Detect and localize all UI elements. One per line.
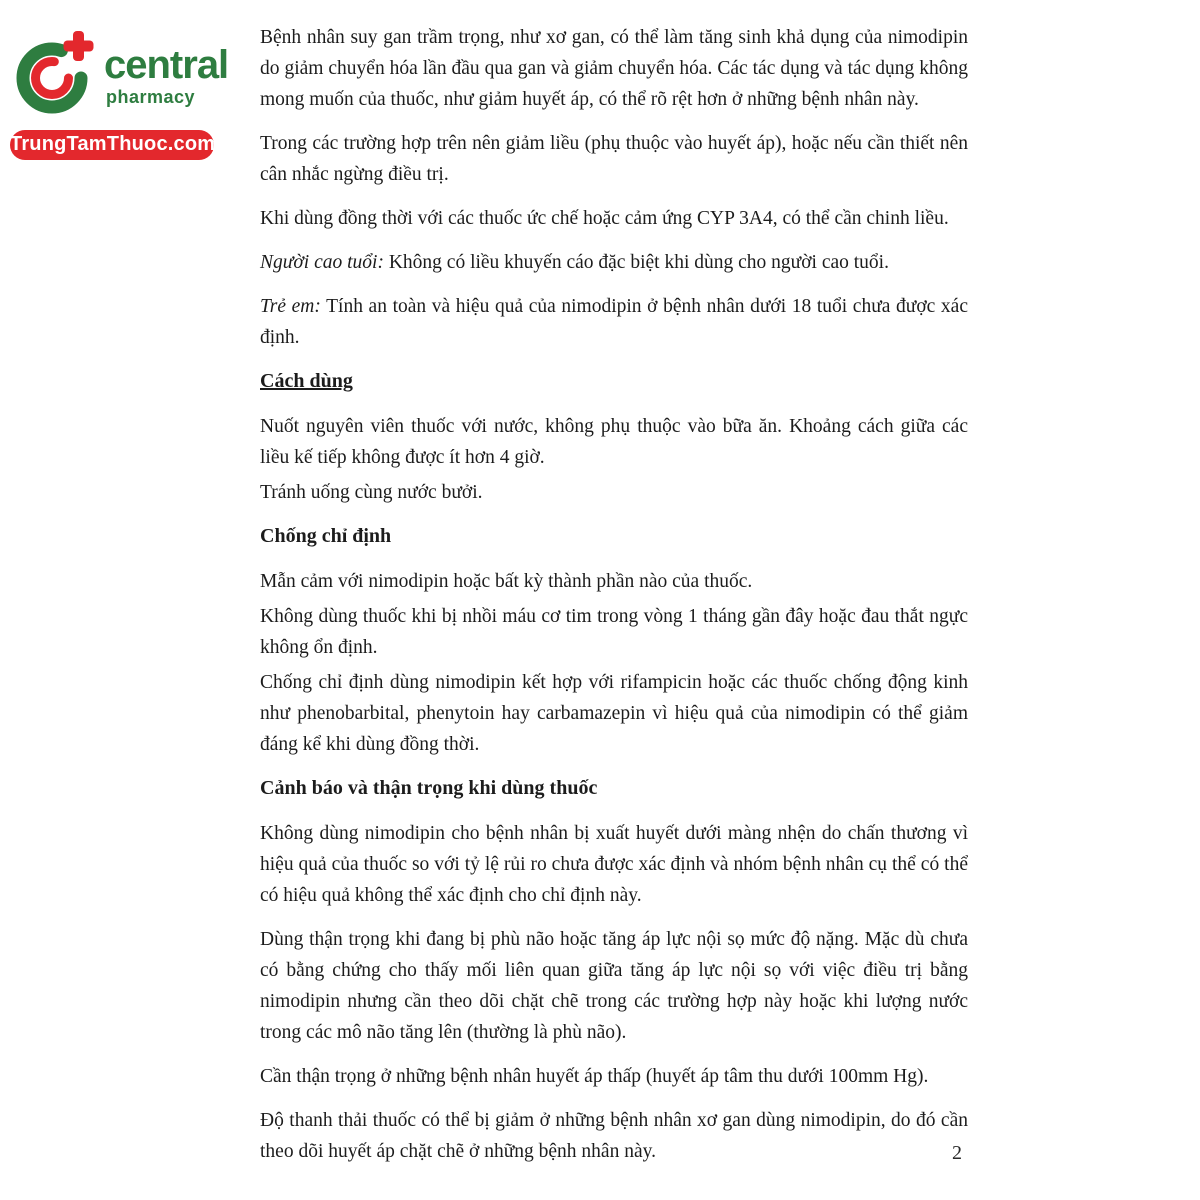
section-heading-canh-bao: Cảnh báo và thận trọng khi dùng thuốc <box>260 777 598 799</box>
central-pharmacy-logo <box>10 30 229 160</box>
logo-brand-text: central <box>104 43 229 87</box>
paragraph-children-text: Tính an toàn và hiệu quả của nimodipin ở bệnh nhân dưới 18 tuổi chưa được xác định. <box>260 296 968 348</box>
paragraph-children <box>260 291 968 353</box>
paragraph-cirrhosis-clearance: Độ thanh thải thuốc có thể bị giảm ở những bệnh nhân xơ gan dùng nimodipin, do đó cần theo dõi huyết áp chặt chẽ ở những bệnh nhân này. <box>260 1110 968 1162</box>
paragraph-elderly-text: Không có liều khuyến cáo đặc biệt khi dùng cho người cao tuổi. <box>383 252 889 273</box>
paragraph-rifampicin-combination: Chống chỉ định dùng nimodipin kết hợp với rifampicin hoặc các thuốc chống động kinh như phenobarbital, phenytoin hay carbamazepin vì hiệu quả của nimodipin có thể giảm đáng kể khi dùng đồng thời. <box>260 672 968 755</box>
paragraph-administration: Nuốt nguyên viên thuốc với nước, không phụ thuộc vào bữa ăn. Khoảng cách giữa các liều kế tiếp không được ít hơn 4 giờ. <box>260 416 968 468</box>
logo-site-banner: TrungTamThuoc.com <box>10 130 214 160</box>
c-ring-plus-icon <box>10 30 98 121</box>
paragraph-myocardial-infarction: Không dùng thuốc khi bị nhồi máu cơ tim trong vòng 1 tháng gần đây hoặc đau thắt ngực không ổn định. <box>260 606 968 658</box>
paragraph-cyp3a4: Khi dùng đồng thời với các thuốc ức chế hoặc cảm ứng CYP 3A4, có thể cần chinh liều. <box>260 208 949 229</box>
paragraph-hypersensitivity: Mẫn cảm với nimodipin hoặc bất kỳ thành phần nào của thuốc. <box>260 571 753 592</box>
paragraph-grapefruit: Tránh uống cùng nước bưởi. <box>260 482 483 503</box>
paragraph-dose-reduction: Trong các trường hợp trên nên giảm liều (phụ thuộc vào huyết áp), hoặc nếu cần thiết nên cân nhắc ngừng điều trị. <box>260 133 968 185</box>
paragraph-subarachnoid-hemorrhage: Không dùng nimodipin cho bệnh nhân bị xuất huyết dưới màng nhện do chấn thương vì hiệu quả của thuốc so với tỷ lệ rủi ro chưa được xác định và nhóm bệnh nhân cụ thể có thể có hiệu quả không thể xác định cho chỉ định này. <box>260 823 968 906</box>
logo-tagline-text: pharmacy <box>106 87 196 107</box>
paragraph-elderly <box>260 247 968 278</box>
paragraph-elderly-lead: Người cao tuổi: <box>260 252 384 273</box>
paragraph-cerebral-edema: Dùng thận trọng khi đang bị phù não hoặc tăng áp lực nội sọ mức độ nặng. Mặc dù chưa có bằng chứng cho thấy mối liên quan giữa tăng áp lực nội sọ với việc điều trị bằng nimodipin nhưng cần theo dõi chặt chẽ trong các trường hợp này hoặc khi lượng nước trong các mô não tăng lên (thường là phù não). <box>260 929 968 1043</box>
paragraph-hypotension: Cần thận trọng ở những bệnh nhân huyết áp thấp (huyết áp tâm thu dưới 100mm Hg). <box>260 1066 929 1087</box>
section-heading-chong-chi-dinh: Chống chỉ định <box>260 525 392 547</box>
document-body <box>260 22 968 1180</box>
page-number: 2 <box>952 1142 962 1164</box>
paragraph-children-lead: Trẻ em: <box>260 296 321 317</box>
paragraph-liver-impairment: Bệnh nhân suy gan trầm trọng, như xơ gan, có thể làm tăng sinh khả dụng của nimodipin do giảm chuyển hóa lần đầu qua gan và giảm chuyển hóa. Các tác dụng và tác dụng không mong muốn của thuốc, như giảm huyết áp, có thể rõ rệt hơn ở những bệnh nhân này. <box>260 27 968 110</box>
section-heading-cach-dung: Cách dùng <box>260 370 353 392</box>
